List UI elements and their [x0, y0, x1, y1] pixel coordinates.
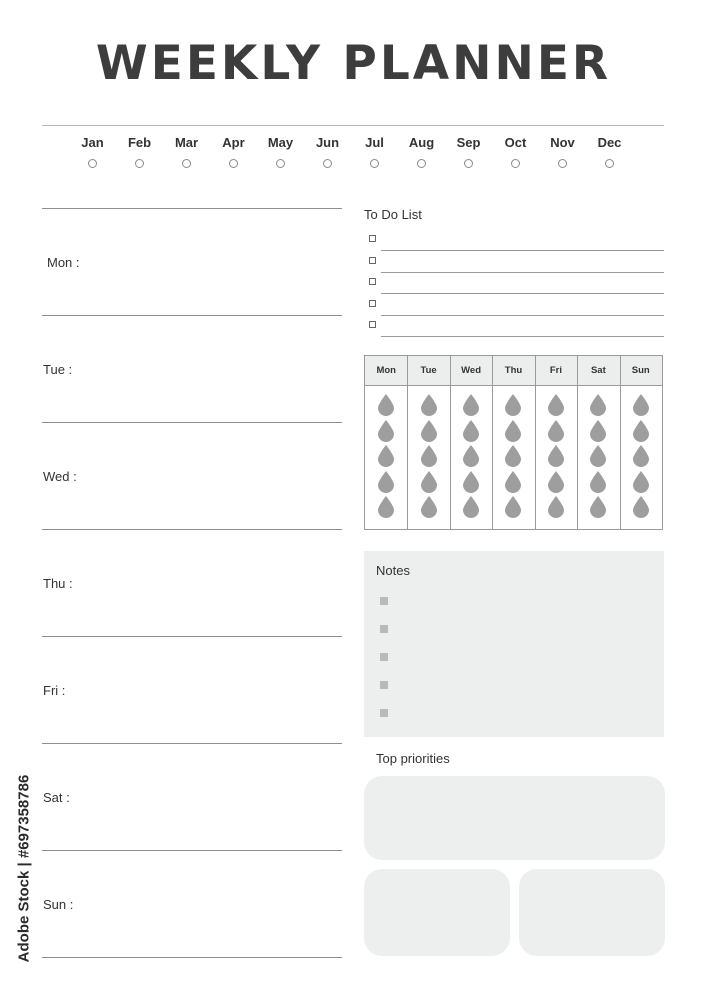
- water-drop-icon[interactable]: [421, 420, 437, 442]
- note-bullet-icon: [380, 653, 388, 661]
- todo-checkbox[interactable]: [369, 278, 376, 285]
- water-drop-icon[interactable]: [505, 471, 521, 493]
- month-label: Jun: [315, 135, 340, 150]
- water-drop-icon[interactable]: [548, 445, 564, 467]
- month-jan[interactable]: [69, 135, 116, 168]
- day-label: Thu :: [43, 576, 73, 591]
- priority-box-main[interactable]: [364, 776, 665, 860]
- day-divider: [42, 850, 342, 851]
- water-drop-icon[interactable]: [633, 471, 649, 493]
- water-drop-icon[interactable]: [633, 445, 649, 467]
- todo-line[interactable]: [381, 336, 664, 337]
- water-day-label: Tue: [420, 365, 437, 376]
- month-radio-icon[interactable]: [276, 159, 285, 168]
- water-column-divider: [450, 356, 451, 529]
- month-label: Oct: [504, 135, 527, 150]
- water-drop-icon[interactable]: [505, 445, 521, 467]
- day-divider: [42, 422, 342, 423]
- day-divider: [42, 208, 342, 209]
- month-radio-icon[interactable]: [417, 159, 426, 168]
- month-label: Mar: [174, 135, 199, 150]
- note-bullet-icon: [380, 625, 388, 633]
- water-drop-icon[interactable]: [633, 394, 649, 416]
- month-radio-icon[interactable]: [605, 159, 614, 168]
- day-divider: [42, 636, 342, 637]
- divider: [42, 125, 664, 126]
- water-drop-icon[interactable]: [378, 394, 394, 416]
- priority-box-right[interactable]: [519, 869, 665, 956]
- water-drop-icon[interactable]: [548, 420, 564, 442]
- water-day-label: Sun: [631, 365, 650, 376]
- todo-line[interactable]: [381, 293, 664, 294]
- water-drop-icon[interactable]: [590, 471, 606, 493]
- priorities-title: Top priorities: [376, 751, 450, 766]
- month-label: Nov: [550, 135, 575, 150]
- day-label: Wed :: [43, 469, 77, 484]
- todo-checkbox[interactable]: [369, 321, 376, 328]
- water-drop-icon[interactable]: [378, 445, 394, 467]
- month-label: Feb: [127, 135, 152, 150]
- water-column-divider: [535, 356, 536, 529]
- water-column-divider: [577, 356, 578, 529]
- month-radio-icon[interactable]: [88, 159, 97, 168]
- water-drop-icon[interactable]: [548, 496, 564, 518]
- page-title: WEEKLY PLANNER: [95, 36, 612, 91]
- day-label: Fri :: [43, 683, 66, 698]
- todo-line[interactable]: [381, 250, 664, 251]
- month-jul[interactable]: [351, 135, 398, 168]
- water-drop-icon[interactable]: [421, 445, 437, 467]
- month-label: May: [267, 135, 294, 150]
- month-label: Sep: [456, 135, 481, 150]
- water-drop-icon[interactable]: [378, 471, 394, 493]
- water-drop-icon[interactable]: [463, 471, 479, 493]
- water-column-tue: [407, 356, 449, 529]
- water-drop-icon[interactable]: [421, 394, 437, 416]
- month-radio-icon[interactable]: [511, 159, 520, 168]
- water-day-label: Thu: [504, 365, 523, 376]
- day-divider: [42, 529, 342, 530]
- notes-title: Notes: [376, 563, 410, 578]
- water-day-label: Wed: [461, 365, 481, 376]
- water-drop-icon[interactable]: [505, 496, 521, 518]
- water-column-divider: [407, 356, 408, 529]
- water-column-mon: [365, 356, 407, 529]
- day-divider: [42, 957, 342, 958]
- water-column-sat: [577, 356, 619, 529]
- day-label: Sat :: [43, 790, 70, 805]
- todo-checkbox[interactable]: [369, 235, 376, 242]
- water-drop-icon[interactable]: [378, 420, 394, 442]
- month-feb[interactable]: [116, 135, 163, 168]
- month-nov[interactable]: [539, 135, 586, 168]
- water-drop-icon[interactable]: [633, 420, 649, 442]
- watermark-text: Adobe Stock | #697358786: [15, 774, 33, 963]
- day-label: Tue :: [43, 362, 73, 377]
- water-day-label: Mon: [376, 365, 396, 376]
- water-tracker: [364, 355, 663, 530]
- day-divider: [42, 315, 342, 316]
- water-column-divider: [620, 356, 621, 529]
- month-label: Apr: [222, 135, 245, 150]
- water-column-wed: [450, 356, 492, 529]
- water-drop-icon[interactable]: [590, 394, 606, 416]
- water-drop-icon[interactable]: [463, 445, 479, 467]
- water-drop-icon[interactable]: [463, 496, 479, 518]
- water-drop-icon[interactable]: [590, 496, 606, 518]
- month-radio-icon[interactable]: [464, 159, 473, 168]
- todo-line[interactable]: [381, 272, 664, 273]
- todo-line[interactable]: [381, 315, 664, 316]
- water-day-label: Fri: [549, 365, 562, 376]
- note-bullet-icon: [380, 597, 388, 605]
- month-radio-icon[interactable]: [323, 159, 332, 168]
- month-radio-icon[interactable]: [135, 159, 144, 168]
- water-drop-icon[interactable]: [421, 496, 437, 518]
- water-drop-icon[interactable]: [463, 394, 479, 416]
- water-drop-icon[interactable]: [548, 471, 564, 493]
- todo-checkbox[interactable]: [369, 300, 376, 307]
- day-label: Mon :: [47, 255, 80, 270]
- water-drop-icon[interactable]: [590, 420, 606, 442]
- month-label: Dec: [597, 135, 622, 150]
- month-label: Jul: [365, 135, 384, 150]
- month-may[interactable]: [257, 135, 304, 168]
- month-radio-icon[interactable]: [558, 159, 567, 168]
- day-divider: [42, 743, 342, 744]
- month-oct[interactable]: [492, 135, 539, 168]
- month-selector: [70, 135, 642, 169]
- month-sep[interactable]: [445, 135, 492, 168]
- month-label: Aug: [408, 135, 435, 150]
- todo-checkbox[interactable]: [369, 257, 376, 264]
- water-drop-icon[interactable]: [378, 496, 394, 518]
- priority-box-left[interactable]: [364, 869, 510, 956]
- month-dec[interactable]: [586, 135, 633, 168]
- month-radio-icon[interactable]: [370, 159, 379, 168]
- month-apr[interactable]: [210, 135, 257, 168]
- water-column-divider: [492, 356, 493, 529]
- water-drop-icon[interactable]: [505, 394, 521, 416]
- water-drop-icon[interactable]: [463, 420, 479, 442]
- month-radio-icon[interactable]: [182, 159, 191, 168]
- water-drop-icon[interactable]: [548, 394, 564, 416]
- month-radio-icon[interactable]: [229, 159, 238, 168]
- water-drop-icon[interactable]: [421, 471, 437, 493]
- water-column-sun: [620, 356, 662, 529]
- note-bullet-icon: [380, 681, 388, 689]
- month-aug[interactable]: [398, 135, 445, 168]
- month-mar[interactable]: [163, 135, 210, 168]
- month-jun[interactable]: [304, 135, 351, 168]
- todo-title: To Do List: [364, 207, 422, 222]
- note-bullet-icon: [380, 709, 388, 717]
- water-day-label: Sat: [590, 365, 606, 376]
- watermark: [11, 760, 35, 986]
- water-drop-icon[interactable]: [633, 496, 649, 518]
- water-drop-icon[interactable]: [505, 420, 521, 442]
- water-drop-icon[interactable]: [590, 445, 606, 467]
- month-label: Jan: [81, 135, 104, 150]
- notes-panel: [364, 551, 664, 737]
- day-label: Sun :: [43, 897, 74, 912]
- water-column-thu: [492, 356, 534, 529]
- water-column-fri: [535, 356, 577, 529]
